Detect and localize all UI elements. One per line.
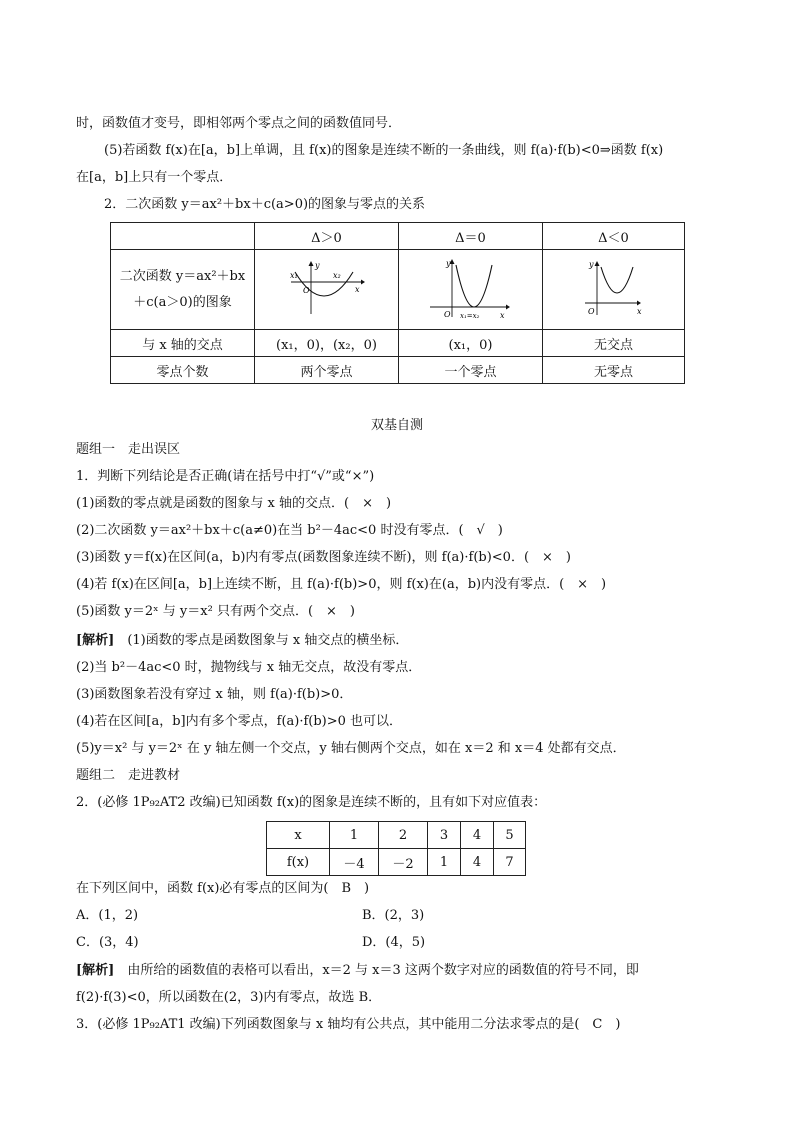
value-table: [266, 821, 526, 876]
q1-analysis-2: (2)当 b²－4ac<0 时，抛物线与 x 轴无交点，故没有零点．: [76, 660, 422, 675]
graph-row-label-2: ＋c(a＞0)的图象: [133, 294, 232, 310]
intersection-none: 无交点: [543, 330, 685, 357]
value-table-f-1: －4: [330, 849, 379, 876]
q2-analysis-2: f(2)·f(3)<0，所以函数在(2，3)内有零点，故选 B．: [76, 990, 382, 1005]
graph2-label-y: y: [445, 258, 451, 268]
zero-count-one: 一个零点: [399, 357, 543, 384]
q2-analysis-tag: [解析]: [76, 963, 115, 978]
question-3: 3．(必修 1P₉₂AT1 改编)下列函数图象与 x 轴均有公共点，其中能用二分法求零点的是( C ): [76, 1017, 621, 1032]
relation-header-delta-positive: Δ＞0: [255, 223, 399, 250]
q1-analysis-4: (4)若在区间[a，b]内有多个零点，f(a)·f(b)>0 也可以．: [76, 714, 403, 729]
zero-count-label: 零点个数: [111, 357, 255, 384]
parabola-one-root-graph: [426, 255, 516, 321]
value-table-f-label: f(x): [267, 849, 330, 876]
parabola-two-roots-graph: [287, 258, 367, 318]
relation-header-delta-zero: Δ＝0: [399, 223, 543, 250]
q1-item-3: (3)函数 y＝f(x)在区间(a，b)内有零点(函数图象连续不断)，则 f(a)·f(b)<0．( × ): [76, 550, 571, 565]
value-table-x-label: x: [267, 822, 330, 849]
parabola-no-root-graph: [579, 257, 649, 319]
q2-analysis-1: [76, 962, 728, 980]
intersection-one: (x₁，0): [399, 330, 543, 357]
value-table-x-1: 1: [330, 822, 379, 849]
group1-title: 题组一 走出误区: [76, 442, 181, 457]
self-test-title: 双基自测: [370, 418, 423, 433]
graph2-parabola: [456, 265, 492, 307]
q1-analysis-3: (3)函数图象若没有穿过 x 轴，则 f(a)·f(b)>0．: [76, 687, 353, 702]
graph1-y-arrow: [308, 261, 313, 266]
value-table-x-4: 4: [461, 822, 494, 849]
graph-two-roots: [255, 250, 399, 330]
q1-item-4: (4)若 f(x)在区间[a，b]上连续不断，且 f(a)·f(b)>0，则 f(x)在(a，b)内没有零点．( × ): [76, 577, 607, 592]
graph3-x-arrow: [637, 300, 641, 305]
zero-count-none: 无零点: [543, 357, 685, 384]
option-b: B．(2，3): [362, 908, 425, 923]
relation-header-blank: [111, 223, 255, 250]
intro-line-3: 在[a，b]上只有一个零点．: [76, 170, 233, 185]
question-1: 1．判断下列结论是否正确(请在括号中打“√”或“×”): [76, 469, 375, 484]
intro-line-1: 时，函数值才变号，即相邻两个零点之间的函数值同号．: [76, 116, 402, 131]
graph2-x-arrow: [506, 304, 510, 309]
q2-ask: 在下列区间中，函数 f(x)必有零点的区间为( B ): [76, 881, 370, 896]
q1-analysis-1: [76, 632, 728, 650]
graph1-label-x: x: [354, 284, 360, 294]
value-table-x-3: 3: [428, 822, 461, 849]
section2-title: 2．二次函数 y＝ax²＋bx＋c(a>0)的图象与零点的关系: [104, 197, 426, 212]
q1-item-5: (5)函数 y＝2ˣ 与 y＝x² 只有两个交点．( × ): [76, 604, 355, 619]
graph3-parabola: [601, 267, 633, 293]
graph3-y-arrow: [594, 261, 599, 266]
graph3-label-y: y: [588, 259, 594, 269]
value-table-f-5: 7: [494, 849, 526, 876]
q2-analysis-text: 由所给的函数值的表格可以看出，x＝2 与 x＝3 这两个数字对应的函数值的符号不同，即: [114, 963, 639, 978]
question-2: 2．(必修 1P₉₂AT2 改编)已知函数 f(x)的图象是连续不断的，且有如下对应值表：: [76, 795, 547, 810]
relation-table: [110, 222, 685, 384]
value-table-f-2: －2: [379, 849, 428, 876]
graph-row-label-1: 二次函数 y＝ax²＋bx: [119, 268, 246, 284]
q1-item-1: (1)函数的零点就是函数的图象与 x 轴的交点．( × ): [76, 496, 392, 511]
q1-item-2: (2)二次函数 y＝ax²＋bx＋c(a≠0)在当 b²－4ac<0 时没有零点．( √ ): [76, 523, 503, 538]
analysis-tag: [解析]: [76, 633, 115, 648]
graph1-label-y: y: [314, 260, 320, 270]
graph1-label-x2: x₂: [332, 270, 341, 280]
graph2-label-double-root: x₁=x₂: [459, 311, 479, 320]
graph2-label-origin: O: [443, 309, 451, 319]
graph3-label-x: x: [636, 306, 642, 316]
option-d: D．(4，5): [362, 935, 426, 950]
graph1-x-arrow: [361, 279, 365, 284]
graph3-label-origin: O: [587, 306, 595, 316]
value-table-x-5: 5: [494, 822, 526, 849]
analysis-text: (1)函数的零点是函数图象与 x 轴交点的横坐标．: [114, 633, 409, 648]
graph-row-label: [111, 250, 255, 330]
value-table-f-4: 4: [461, 849, 494, 876]
q1-analysis-5: (5)y＝x² 与 y＝2ˣ 在 y 轴左侧一个交点，y 轴右侧两个交点，如在 x＝2 和 x＝4 处都有交点．: [76, 741, 626, 756]
graph2-label-x: x: [499, 310, 505, 320]
intersection-label: 与 x 轴的交点: [111, 330, 255, 357]
value-table-x-2: 2: [379, 822, 428, 849]
group2-title: 题组二 走进教材: [76, 768, 181, 783]
value-table-f-3: 1: [428, 849, 461, 876]
graph-one-root: [399, 250, 543, 330]
zero-count-two: 两个零点: [255, 357, 399, 384]
graph-no-root: [543, 250, 685, 330]
graph1-label-origin: O: [302, 285, 310, 295]
option-a: A．(1，2): [76, 908, 139, 923]
option-c: C．(3，4): [76, 935, 139, 950]
relation-header-delta-negative: Δ＜0: [543, 223, 685, 250]
graph1-label-x1: x₁: [289, 270, 298, 280]
intersection-two: (x₁，0)，(x₂，0): [255, 330, 399, 357]
intro-line-2: (5)若函数 f(x)在[a，b]上单调，且 f(x)的图象是连续不断的一条曲线，则 f(a)·f(b)<0⇒函数 f(x): [104, 143, 664, 158]
